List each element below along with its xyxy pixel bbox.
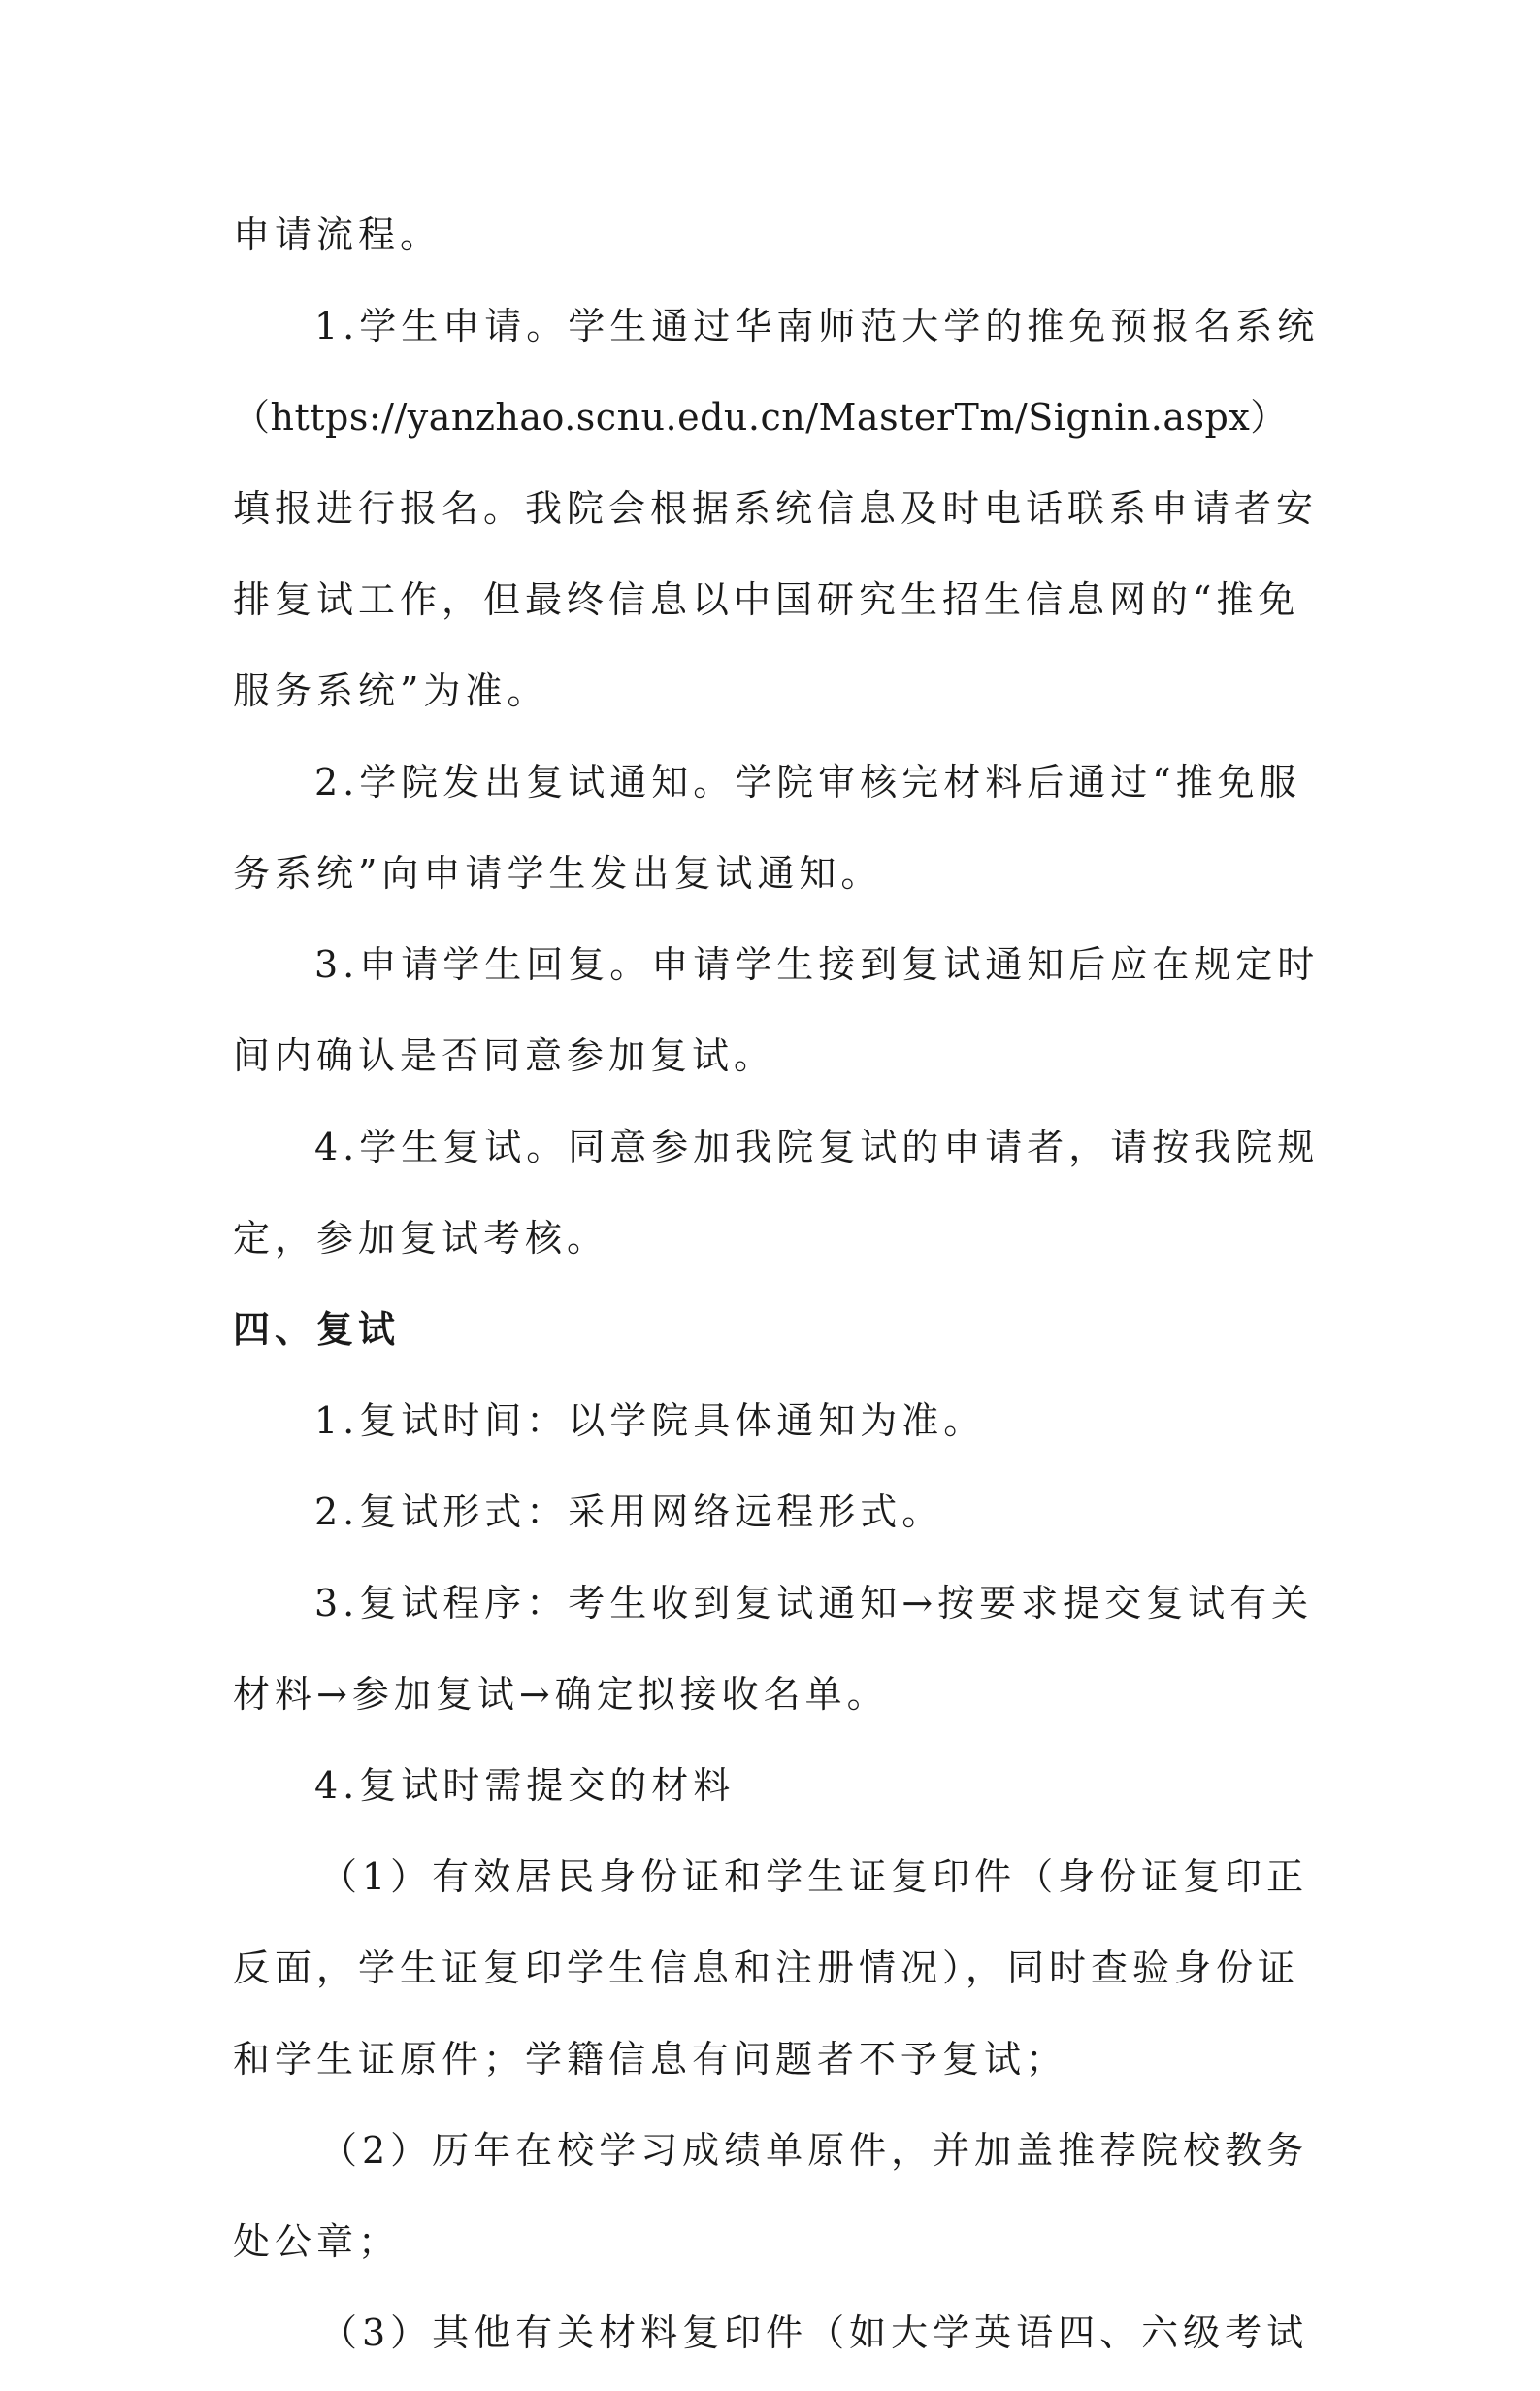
text-line: 1.复试时间：以学院具体通知为准。 (314, 1399, 986, 1442)
text-line: 3.复试程序：考生收到复试通知→按要求提交复试有关 (314, 1582, 1314, 1624)
section-heading: 四、复试 (233, 1307, 401, 1351)
text-line: 4.学生复试。同意参加我院复试的申请者，请按我院规 (314, 1126, 1320, 1168)
text-line: 2.学院发出复试通知。学院审核完材料后通过“推免服 (314, 761, 1301, 803)
text-line: （2）历年在校学习成绩单原件，并加盖推荐院校教务 (320, 2129, 1309, 2172)
url-line: （https://yanzhao.scnu.edu.cn/MasterTm/Signin.aspx） (233, 396, 1288, 439)
text-line: 排复试工作，但最终信息以中国研究生招生信息网的“推免 (233, 578, 1300, 621)
text-line: 4.复试时需提交的材料 (314, 1764, 736, 1807)
text-line: 务系统”向申请学生发出复试通知。 (233, 852, 883, 895)
text-line: 填报进行报名。我院会根据系统信息及时电话联系申请者安 (233, 487, 1319, 530)
text-line: 材料→参加复试→确定拟接收名单。 (233, 1673, 889, 1716)
document-body (233, 202, 1320, 2391)
text-line: 处公章； (233, 2220, 401, 2263)
text-line: 1.学生申请。学生通过华南师范大学的推免预报名系统 (314, 305, 1320, 347)
text-line: 申请流程。 (233, 213, 442, 256)
text-line: 3.申请学生回复。申请学生接到复试通知后应在规定时 (314, 943, 1320, 986)
text-line: 和学生证原件；学籍信息有问题者不予复试； (233, 2038, 1068, 2080)
text-line: 定，参加复试考核。 (233, 1217, 609, 1260)
text-line: （3）其他有关材料复印件（如大学英语四、六级考试 (320, 2311, 1309, 2354)
text-line: 间内确认是否同意参加复试。 (233, 1034, 776, 1077)
text-line: （1）有效居民身份证和学生证复印件（身份证复印正 (320, 1855, 1309, 1898)
text-line: 2.复试形式：采用网络远程形式。 (314, 1490, 944, 1533)
text-line: 反面，学生证复印学生信息和注册情况），同时查验身份证 (233, 1947, 1300, 1989)
text-line: 服务系统”为准。 (233, 670, 549, 712)
